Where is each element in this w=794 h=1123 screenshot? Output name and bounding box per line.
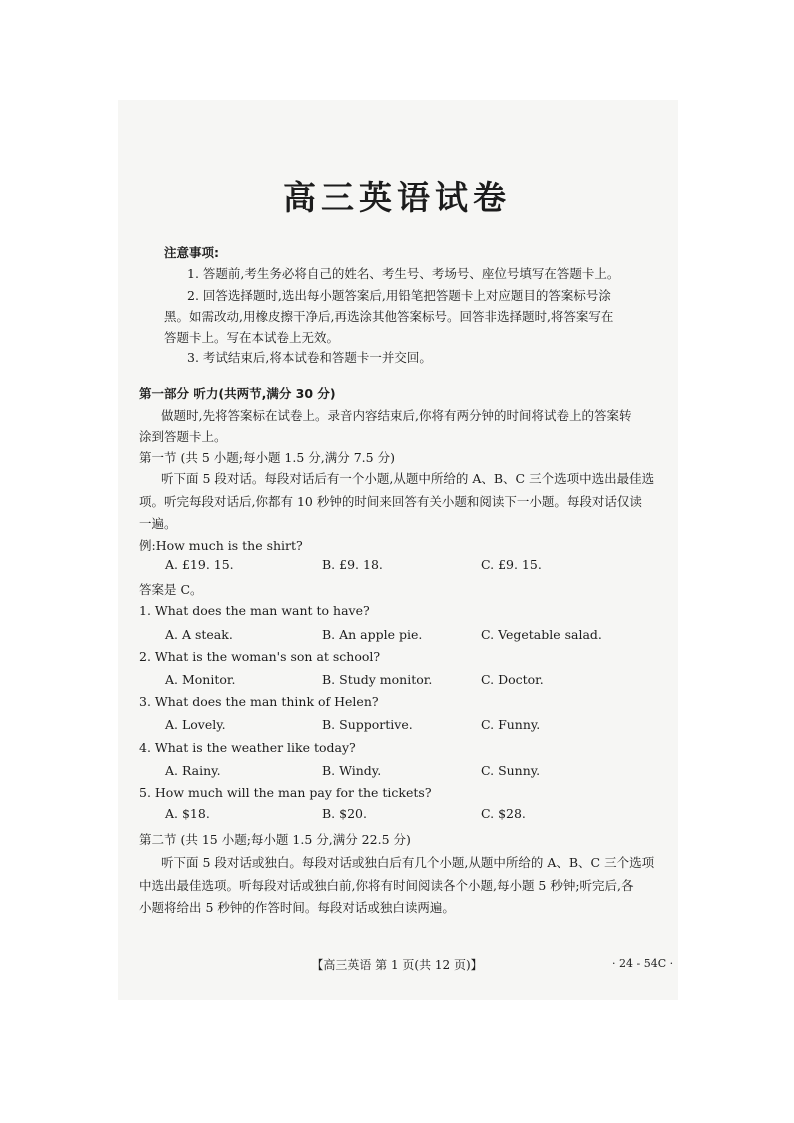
notice-line: 3. 考试结束后,将本试卷和答题卡一并交回。: [187, 350, 432, 365]
notice-line: 答题卡上。写在本试卷上无效。: [164, 330, 340, 345]
page-footer: 【高三英语 第 1 页(共 12 页)】: [311, 958, 483, 972]
section-heading: 第二节 (共 15 小题;每小题 1.5 分,满分 22.5 分): [139, 832, 411, 847]
question-4-option-a: A. Rainy.: [165, 763, 221, 778]
question-2-option-a: A. Monitor.: [165, 672, 236, 687]
example-option-c: C. £9. 15.: [481, 557, 542, 572]
part-intro-line: 做题时,先将答案标在试卷上。录音内容结束后,你将有两分钟的时间将试卷上的答案转: [161, 408, 632, 423]
notice-heading: 注意事项:: [164, 245, 219, 260]
example-option-a: A. £19. 15.: [165, 557, 234, 572]
example-answer: 答案是 C。: [139, 582, 203, 597]
section-intro-line: 中选出最佳选项。听每段对话或独白前,你将有时间阅读各个小题,每小题 5 秒钟;听完后,各: [139, 878, 634, 893]
question-2-option-b: B. Study monitor.: [322, 672, 433, 687]
question-1-option-a: A. A steak.: [165, 627, 233, 642]
notice-line: 2. 回答选择题时,选出每小题答案后,用铅笔把答题卡上对应题目的答案标号涂: [187, 288, 611, 303]
paper-code: · 24 - 54C ·: [612, 957, 674, 970]
question-1-option-c: C. Vegetable salad.: [481, 627, 602, 642]
question-3-option-b: B. Supportive.: [322, 717, 413, 732]
question-5-option-c: C. $28.: [481, 806, 526, 821]
question-4: 4. What is the weather like today?: [139, 740, 356, 755]
part-intro-line: 涂到答题卡上。: [139, 429, 227, 444]
section-intro-line: 项。听完每段对话后,你都有 10 秒钟的时间来回答有关小题和阅读下一小题。每段对话仅读: [139, 494, 642, 509]
example-option-b: B. £9. 18.: [322, 557, 383, 572]
example-question: 例:How much is the shirt?: [139, 538, 303, 553]
notice-line: 黑。如需改动,用橡皮擦干净后,再选涂其他答案标号。回答非选择题时,将答案写在: [164, 309, 614, 324]
section-heading: 第一节 (共 5 小题;每小题 1.5 分,满分 7.5 分): [139, 450, 395, 465]
question-3-option-a: A. Lovely.: [165, 717, 226, 732]
section-intro-line: 小题将给出 5 秒钟的作答时间。每段对话或独白读两遍。: [139, 900, 455, 915]
question-3-option-c: C. Funny.: [481, 717, 541, 732]
question-5-option-b: B. $20.: [322, 806, 367, 821]
question-5: 5. How much will the man pay for the tickets?: [139, 785, 432, 800]
question-1: 1. What does the man want to have?: [139, 603, 370, 618]
question-5-option-a: A. $18.: [165, 806, 210, 821]
question-4-option-c: C. Sunny.: [481, 763, 541, 778]
part-heading: 第一部分 听力(共两节,满分 30 分): [139, 386, 336, 401]
section-intro-line: 听下面 5 段对话或独白。每段对话或独白后有几个小题,从题中所给的 A、B、C 三个选项: [161, 855, 655, 870]
question-1-option-b: B. An apple pie.: [322, 627, 423, 642]
question-3: 3. What does the man think of Helen?: [139, 694, 379, 709]
page-title: 高三英语试卷: [283, 178, 511, 217]
question-2: 2. What is the woman's son at school?: [139, 649, 381, 664]
section-intro-line: 听下面 5 段对话。每段对话后有一个小题,从题中所给的 A、B、C 三个选项中选出最佳选: [161, 471, 655, 486]
question-2-option-c: C. Doctor.: [481, 672, 544, 687]
section-intro-line: 一遍。: [139, 516, 177, 531]
question-4-option-b: B. Windy.: [322, 763, 382, 778]
notice-line: 1. 答题前,考生务必将自己的姓名、考生号、考场号、座位号填写在答题卡上。: [187, 266, 620, 281]
